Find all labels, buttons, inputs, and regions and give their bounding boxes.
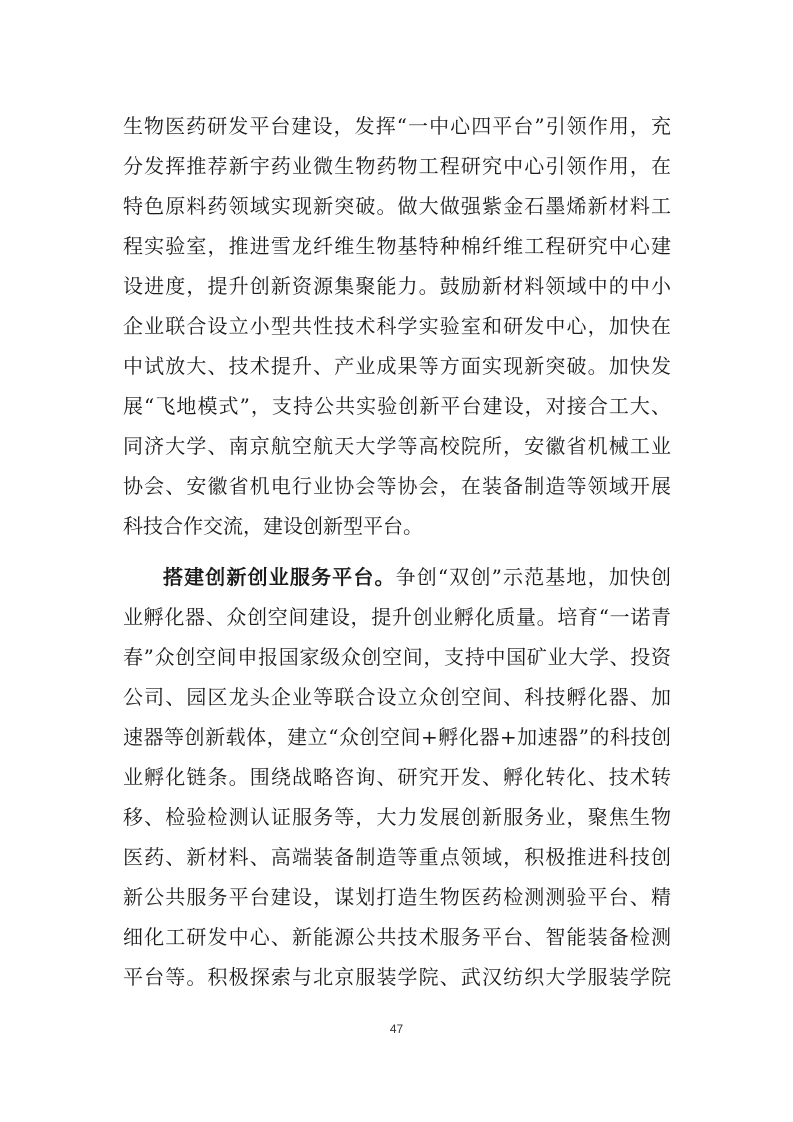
body-text-line: 科技合作交流，建设创新型平台。 xyxy=(123,514,423,538)
paragraph-heading: 搭建创新创业服务平台。 xyxy=(163,565,396,589)
body-text-line: 分发挥推荐新宇药业微生物药物工程研究中心引领作用，在 xyxy=(123,154,671,178)
page-number: 47 xyxy=(389,1022,404,1036)
body-text-line: 企业联合设立小型共性技术科学实验室和研发中心，加快在 xyxy=(123,314,671,338)
body-text-line: 协会、安徽省机电行业协会等协会，在装备制造等领域开展 xyxy=(123,474,671,498)
body-text-line: 细化工研发中心、新能源公共技术服务平台、智能装备检测 xyxy=(123,925,671,949)
body-text-line: 生物医药研发平台建设，发挥“一中心四平台”引领作用，充 xyxy=(123,114,671,138)
body-text-line: 公司、园区龙头企业等联合设立众创空间、科技孵化器、加 xyxy=(123,685,671,709)
body-text-line: 春”众创空间申报国家级众创空间，支持中国矿业大学、投资 xyxy=(123,645,671,669)
body-text-line: 新公共服务平台建设，谋划打造生物医药检测测验平台、精 xyxy=(123,885,671,909)
body-text-line: 医药、新材料、高端装备制造等重点领域，积极推进科技创 xyxy=(123,845,671,869)
body-text-line: 同济大学、南京航空航天大学等高校院所，安徽省机械工业 xyxy=(123,434,671,458)
body-text-line: 程实验室，推进雪龙纤维生物基特种棉纤维工程研究中心建 xyxy=(123,234,671,258)
body-text-line: 中试放大、技术提升、产业成果等方面实现新突破。加快发 xyxy=(123,354,671,378)
body-text-line: 设进度，提升创新资源集聚能力。鼓励新材料领域中的中小 xyxy=(123,274,671,298)
body-text-line: 平台等。积极探索与北京服装学院、武汉纺织大学服装学院 xyxy=(123,965,671,989)
paragraph-text: 争创“双创”示范基地，加快创 xyxy=(395,565,672,589)
body-text-line: 业孵化链条。围绕战略咨询、研究开发、孵化转化、技术转 xyxy=(123,765,671,789)
paragraph-first-line xyxy=(163,564,671,590)
body-text-line: 移、检验检测认证服务等，大力发展创新服务业，聚焦生物 xyxy=(123,805,671,829)
body-text-line: 特色原料药领域实现新突破。做大做强紫金石墨烯新材料工 xyxy=(123,194,671,218)
body-text-line: 业孵化器、众创空间建设，提升创业孵化质量。培育“一诺青 xyxy=(123,605,671,629)
body-text-line: 展“飞地模式”，支持公共实验创新平台建设，对接合工大、 xyxy=(123,394,671,418)
body-text-line: 速器等创新载体，建立“众创空间+孵化器+加速器”的科技创 xyxy=(123,725,671,749)
